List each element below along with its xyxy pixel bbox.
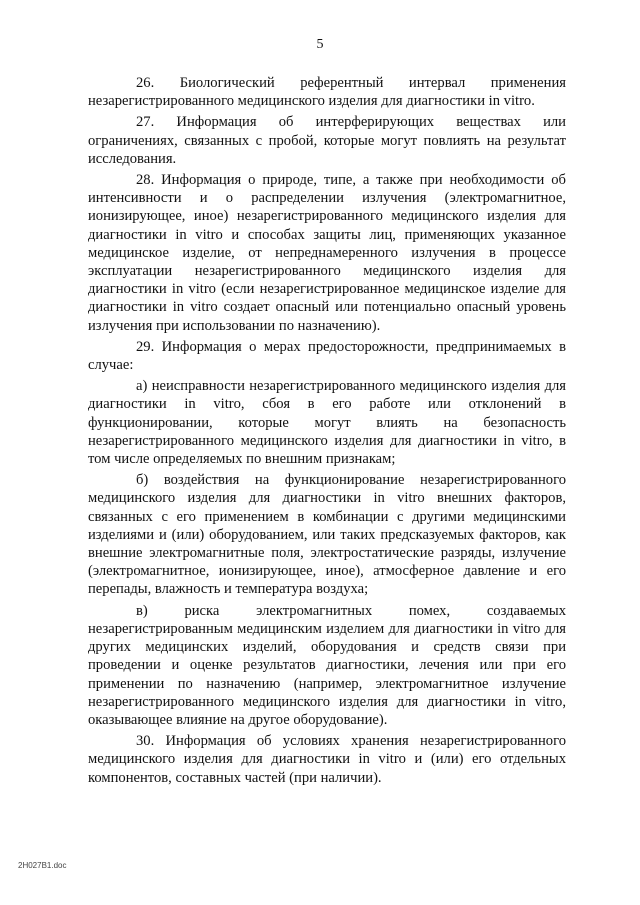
paragraph-29-a: а) неисправности незарегистрированного медицинского изделия для диагностики in vitro, сбоя в его работе или отклонений в функционировании, которые могут влиять на безопасность незарегистрированного медицинского изделия для диагностики in vitro, в том числе определяемых по внешним признакам;: [88, 378, 566, 468]
page-number: 5: [316, 37, 324, 52]
paragraph-27: 27. Информация об интерферирующих веществах или ограничениях, связанных с пробой, которые могут повлиять на результат исследования.: [88, 114, 566, 167]
paragraph-30: 30. Информация об условиях хранения незарегистрированного медицинского изделия для диагностики in vitro и (или) его отдельных компонентов, составных частей (при наличии).: [88, 733, 566, 786]
paragraph-26: 26. Биологический референтный интервал применения незарегистрированного медицинского изделия для диагностики in vitro.: [88, 75, 566, 110]
footer-filename: 2H027B1.doc: [18, 861, 67, 870]
paragraph-29-v: в) риска электромагнитных помех, создаваемых незарегистрированным медицинским изделием для диагностики in vitro для других медицинских изделий, оборудования и средств связи при проведении и оценке результатов диагностики, лечения или при его применении по назначению (например, электромагнитное излучение незарегистрированного медицинского изделия для диагностики in vitro, оказывающее влияние на другое оборудование).: [88, 602, 566, 728]
document-body: [88, 74, 566, 787]
paragraph-28: 28. Информация о природе, типе, а также при необходимости об интенсивности и о распределении излучения (электромагнитное, ионизирующее, иное) незарегистрированного медицинского изделия для диагностики in vitro и способах защиты лиц, применяющих указанное медицинское изделие, от непреднамеренного излучения в процессе эксплуатации незарегистрированного медицинского изделия для диагностики in vitro (если незарегистрированное медицинское изделие для диагностики in vitro создает опасный или потенциально опасный уровень излучения при использовании по назначению).: [88, 172, 566, 334]
paragraph-29: 29. Информация о мерах предосторожности, предпринимаемых в случае:: [88, 338, 566, 374]
paragraph-29-b: б) воздействия на функционирование незарегистрированного медицинского изделия для диагностики in vitro внешних факторов, связанных с его применением в комбинации с другими медицинскими изделиями и (или) оборудованием, или таких предсказуемых факторов, как внешние электромагнитные поля, электростатические разряды, излучение (электромагнитное, ионизирующее, иное), атмосферное давление и его перепады, влажность и температура воздуха;: [88, 472, 566, 598]
